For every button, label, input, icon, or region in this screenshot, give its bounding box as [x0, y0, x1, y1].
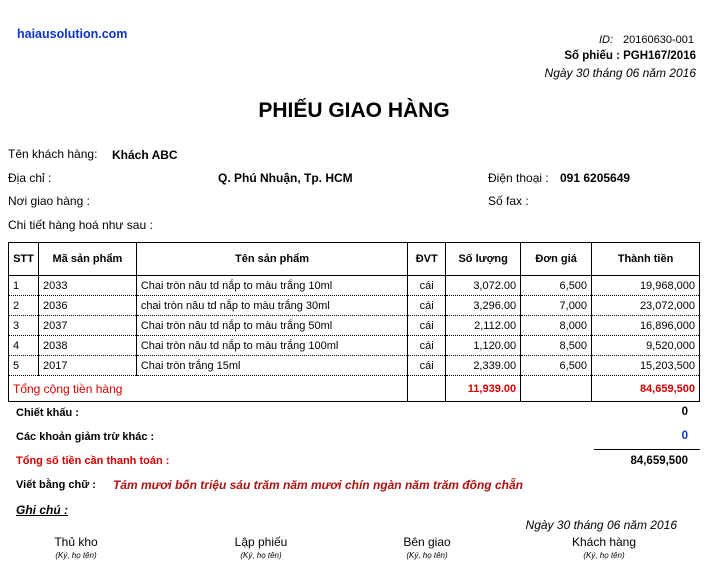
document-id	[599, 34, 694, 46]
cell-amount: 15,203,500	[592, 356, 700, 376]
cell-unit: cái	[408, 316, 446, 336]
signature-note: (Ký, họ tên)	[55, 551, 97, 560]
table-row	[9, 356, 700, 376]
total-amount: 84,659,500	[592, 376, 700, 402]
total-unit-cell	[408, 376, 446, 402]
notes-label: Ghi chú :	[16, 503, 68, 517]
cell-qty: 3,296.00	[446, 296, 521, 316]
customer-name-label: Tên khách hàng:	[8, 147, 98, 161]
phone-value: 091 6205649	[560, 171, 631, 185]
cell-stt: 3	[9, 316, 39, 336]
cell-code: 2036	[38, 296, 136, 316]
brand-link[interactable]: haiausolution.com	[17, 27, 128, 41]
signature-title: Thủ kho	[54, 535, 98, 549]
table-row	[9, 336, 700, 356]
total-price-cell	[521, 376, 592, 402]
id-value: 20160630-001	[623, 34, 694, 46]
col-header: Tên sản phẩm	[136, 243, 407, 276]
cell-name: Chai tròn nâu td nắp to màu trắng 50ml	[136, 316, 407, 336]
signature-title: Khách hàng	[571, 535, 637, 549]
words-label: Viết bằng chữ :	[16, 479, 96, 491]
sum-divider	[594, 449, 700, 450]
cell-unit: cái	[408, 336, 446, 356]
payable-label: Tổng số tiền cần thanh toán :	[16, 455, 170, 467]
cell-code: 2033	[38, 276, 136, 296]
total-label: Tổng cộng tiền hàng	[9, 376, 408, 402]
deduction-label: Các khoản giảm trừ khác :	[16, 431, 155, 443]
fax-label: Số fax :	[488, 194, 529, 208]
cell-price: 8,500	[521, 336, 592, 356]
delivery-place-label: Nơi giao hàng :	[8, 194, 90, 208]
cell-stt: 4	[9, 336, 39, 356]
cell-code: 2037	[38, 316, 136, 336]
phone-label: Điện thoại :	[488, 171, 549, 185]
detail-label: Chi tiết hàng hoá như sau :	[8, 218, 153, 232]
table-row	[9, 316, 700, 336]
total-qty: 11,939.00	[446, 376, 521, 402]
signature-title: Lập phiếu	[234, 535, 288, 549]
table-header-row	[9, 243, 700, 276]
cell-amount: 9,520,000	[592, 336, 700, 356]
total-row	[9, 376, 700, 402]
payable-value: 84,659,500	[630, 455, 688, 467]
cell-qty: 1,120.00	[446, 336, 521, 356]
items-table	[8, 242, 700, 402]
col-header: Đơn giá	[521, 243, 592, 276]
cell-code: 2017	[38, 356, 136, 376]
cell-amount: 23,072,000	[592, 296, 700, 316]
cell-price: 6,500	[521, 356, 592, 376]
customer-name: Khách ABC	[112, 148, 178, 162]
cell-stt: 2	[9, 296, 39, 316]
cell-amount: 19,968,000	[592, 276, 700, 296]
cell-code: 2038	[38, 336, 136, 356]
discount-label: Chiết khấu :	[16, 407, 79, 419]
cell-qty: 3,072.00	[446, 276, 521, 296]
col-header: Thành tiền	[592, 243, 700, 276]
col-header: Số lượng	[446, 243, 521, 276]
deduction-value: 0	[681, 430, 688, 442]
col-header: Mã sản phẩm	[38, 243, 136, 276]
discount-value: 0	[681, 406, 688, 418]
table-row	[9, 276, 700, 296]
cell-unit: cái	[408, 356, 446, 376]
cell-qty: 2,339.00	[446, 356, 521, 376]
cell-qty: 2,112.00	[446, 316, 521, 336]
cell-unit: cái	[408, 296, 446, 316]
signature-title: Bên giao	[403, 535, 451, 549]
cell-price: 7,000	[521, 296, 592, 316]
cell-price: 8,000	[521, 316, 592, 336]
id-label: ID:	[598, 34, 614, 46]
cell-amount: 16,896,000	[592, 316, 700, 336]
cell-name: Chai tròn trắng 15ml	[136, 356, 407, 376]
page-title: PHIẾU GIAO HÀNG	[258, 99, 450, 122]
cell-name: chai tròn nâu td nắp to màu trắng 30ml	[136, 296, 407, 316]
col-header: ĐVT	[408, 243, 446, 276]
issue-date: Ngày 30 tháng 06 năm 2016	[544, 66, 696, 80]
address-value: Q. Phú Nhuận, Tp. HCM	[218, 171, 353, 185]
cell-unit: cái	[408, 276, 446, 296]
signature-note: (Ký, họ tên)	[583, 551, 625, 560]
cell-name: Chai tròn nâu td nắp to màu trắng 10ml	[136, 276, 407, 296]
footer-date: Ngày 30 tháng 06 năm 2016	[525, 518, 677, 532]
amount-in-words: Tám mươi bốn triệu sáu trăm năm mươi chín ngàn năm trăm đồng chẵn	[113, 478, 523, 492]
table-row	[9, 296, 700, 316]
signature-note: (Ký, họ tên)	[240, 551, 282, 560]
signature-note: (Ký, họ tên)	[406, 551, 448, 560]
cell-stt: 1	[9, 276, 39, 296]
cell-price: 6,500	[521, 276, 592, 296]
col-header: STT	[9, 243, 39, 276]
cell-stt: 5	[9, 356, 39, 376]
address-label: Địa chỉ :	[8, 171, 52, 185]
cell-name: Chai tròn nâu td nắp to màu trắng 100ml	[136, 336, 407, 356]
voucher-number: Số phiếu : PGH167/2016	[564, 50, 696, 62]
